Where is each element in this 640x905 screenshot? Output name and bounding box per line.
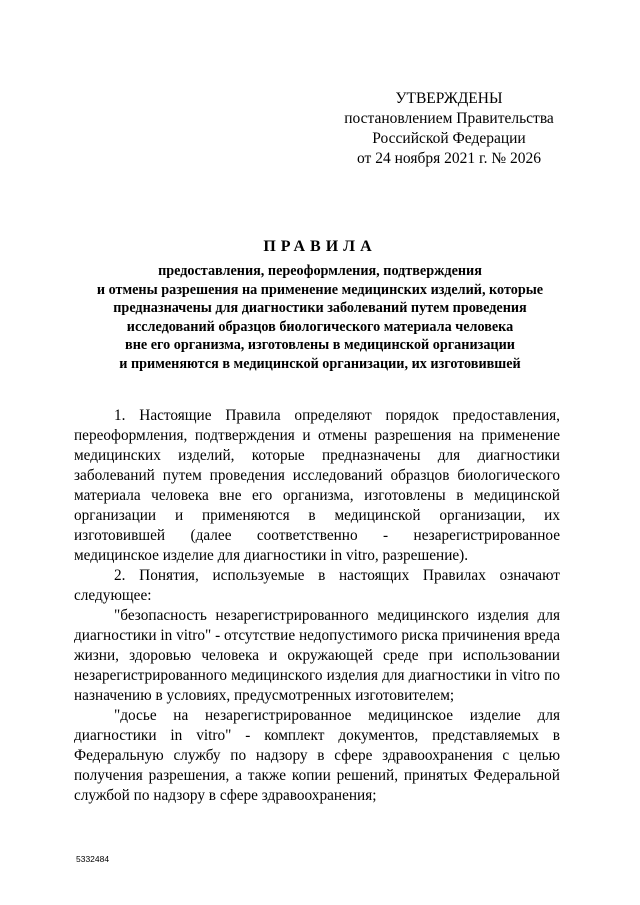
document-code: 5332484	[76, 854, 110, 864]
subtitle-line: и применяются в медицинской организации, их изготовившей	[119, 355, 521, 372]
approval-line: постановлением Правительства	[344, 110, 554, 127]
approval-block	[335, 89, 563, 169]
subtitle-line: и отмены разрешения на применение медицинских изделий, которые	[96, 281, 544, 298]
document-subtitle	[60, 262, 580, 373]
document-body	[74, 406, 560, 806]
subtitle-line: предоставления, переоформления, подтверждения	[158, 263, 482, 279]
approval-heading: УТВЕРЖДЕНЫ	[395, 90, 503, 107]
approval-date: от 24 ноября 2021 г. № 2026	[357, 150, 541, 167]
subtitle-line: вне его организма, изготовлены в медицинской организации	[125, 337, 515, 353]
document-title: ПРАВИЛА	[263, 238, 377, 255]
subtitle-line: предназначены для диагностики заболеваний путем проведения	[113, 300, 527, 316]
subtitle-line: исследований образцов биологического материала человека	[126, 318, 514, 335]
paragraph: 2. Понятия, используемые в настоящих Правилах означают следующее:	[74, 567, 560, 604]
approval-line: Российской Федерации	[372, 130, 526, 147]
paragraph: "безопасность незарегистрированного медицинского изделия для диагностики in vitro" - отсутствие недопустимого риска причинения вреда жизни, здоровью человека и окружающей среде при использовании незарегистрированного медицинского изделия для диагностики in vitro по назначению в условиях, предусмотренных изготовителем;	[74, 607, 560, 704]
paragraph: "досье на незарегистрированное медицинское изделие для диагностики in vitro" - комплект документов, представляемых в Федеральную службу по надзору в сфере здравоохранения с целью получения разрешения, а также копии решений, принятых Федеральной службой по надзору в сфере здравоохранения;	[74, 707, 560, 804]
paragraph: 1. Настоящие Правила определяют порядок предоставления, переоформления, подтверждения и отмены разрешения на применение медицинских изделий, которые предназначены для диагностики заболеваний путем проведения исследований образцов биологического материала человека вне его организма, изготовлены в медицинской организации и применяются в медицинской организации, их изготовившей (далее соответственно - незарегистрированное медицинское изделие для диагностики in vitro, разрешение).	[74, 407, 560, 564]
